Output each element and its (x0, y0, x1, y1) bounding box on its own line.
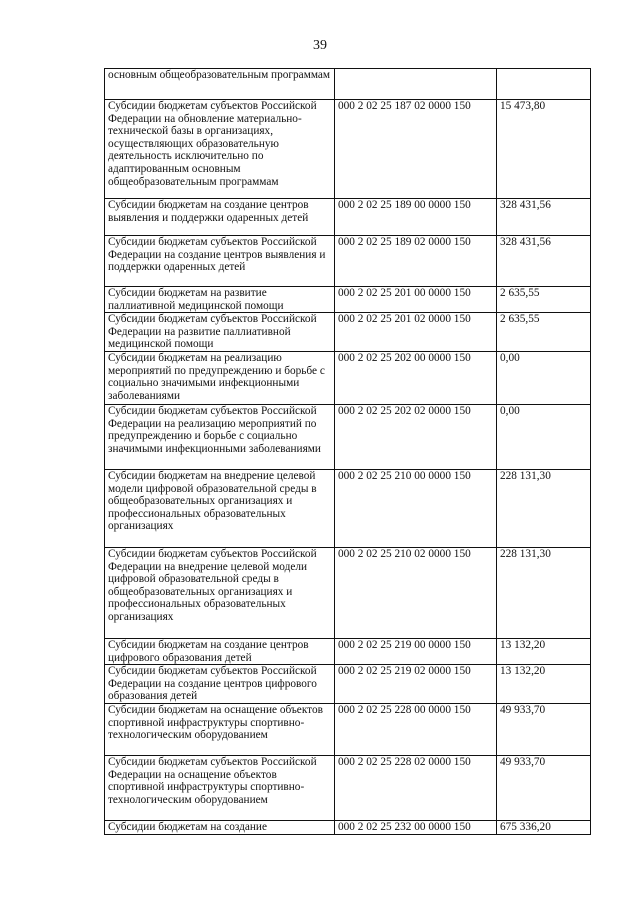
table-row (105, 638, 591, 664)
row-code-cell: 000 2 02 25 210 02 0000 150 (335, 547, 497, 638)
table-row (105, 100, 591, 199)
row-amount-cell: 49 933,70 (497, 703, 591, 755)
row-amount-cell: 15 473,80 (497, 100, 591, 199)
row-name-cell: основным общеобразовательным программам (105, 69, 335, 100)
row-amount-cell: 2 635,55 (497, 313, 591, 352)
row-code-cell (335, 69, 497, 100)
row-code-cell: 000 2 02 25 228 00 0000 150 (335, 703, 497, 755)
row-code-cell: 000 2 02 25 202 02 0000 150 (335, 404, 497, 469)
row-amount-cell: 328 431,56 (497, 236, 591, 287)
table-row (105, 199, 591, 236)
row-name-cell: Субсидии бюджетам субъектов Российской Федерации на оснащение объектов спортивной инфраструктуры спортивно-технологическим оборудованием (105, 755, 335, 820)
row-amount-cell: 2 635,55 (497, 287, 591, 313)
row-code-cell: 000 2 02 25 202 00 0000 150 (335, 351, 497, 404)
table-row (105, 469, 591, 547)
row-amount-cell (497, 69, 591, 100)
table-row (105, 547, 591, 638)
table-row (105, 404, 591, 469)
table-row (105, 703, 591, 755)
row-code-cell: 000 2 02 25 219 00 0000 150 (335, 638, 497, 664)
row-code-cell: 000 2 02 25 187 02 0000 150 (335, 100, 497, 199)
row-code-cell: 000 2 02 25 232 00 0000 150 (335, 820, 497, 834)
table-row (105, 820, 591, 834)
row-name-cell: Субсидии бюджетам субъектов Российской Федерации на создание центров выявления и поддержки одаренных детей (105, 236, 335, 287)
row-amount-cell: 49 933,70 (497, 755, 591, 820)
row-name-cell: Субсидии бюджетам на реализацию мероприятий по предупреждению и борьбе с социально значимыми инфекционными заболеваниями (105, 351, 335, 404)
table-row (105, 755, 591, 820)
table-row (105, 351, 591, 404)
row-name-cell: Субсидии бюджетам субъектов Российской Федерации на создание центров цифрового образования детей (105, 665, 335, 704)
table-row (105, 313, 591, 352)
row-name-cell: Субсидии бюджетам субъектов Российской Федерации на реализацию мероприятий по предупреждению и борьбе с социально значимыми инфекционными заболеваниями (105, 404, 335, 469)
row-name-cell: Субсидии бюджетам на создание центров выявления и поддержки одаренных детей (105, 199, 335, 236)
row-amount-cell: 13 132,20 (497, 665, 591, 704)
row-code-cell: 000 2 02 25 189 02 0000 150 (335, 236, 497, 287)
row-code-cell: 000 2 02 25 219 02 0000 150 (335, 665, 497, 704)
row-code-cell: 000 2 02 25 201 00 0000 150 (335, 287, 497, 313)
row-amount-cell: 0,00 (497, 351, 591, 404)
row-amount-cell: 13 132,20 (497, 638, 591, 664)
row-code-cell: 000 2 02 25 201 02 0000 150 (335, 313, 497, 352)
budget-table (104, 68, 591, 835)
row-code-cell: 000 2 02 25 189 00 0000 150 (335, 199, 497, 236)
row-code-cell: 000 2 02 25 228 02 0000 150 (335, 755, 497, 820)
row-name-cell: Субсидии бюджетам на оснащение объектов спортивной инфраструктуры спортивно-технологическим оборудованием (105, 703, 335, 755)
table-row (105, 287, 591, 313)
table-row (105, 69, 591, 100)
row-name-cell: Субсидии бюджетам субъектов Российской Федерации на обновление материально-технической базы в организациях, осуществляющих образовательную деятельность исключительно по адаптированным основным общеобразовательным программам (105, 100, 335, 199)
row-name-cell: Субсидии бюджетам на создание (105, 820, 335, 834)
row-amount-cell: 0,00 (497, 404, 591, 469)
row-code-cell: 000 2 02 25 210 00 0000 150 (335, 469, 497, 547)
row-name-cell: Субсидии бюджетам на внедрение целевой модели цифровой образовательной среды в общеобразовательных организациях и профессиональных образовательных организациях (105, 469, 335, 547)
row-amount-cell: 328 431,56 (497, 199, 591, 236)
row-name-cell: Субсидии бюджетам субъектов Российской Федерации на развитие паллиативной медицинской помощи (105, 313, 335, 352)
row-name-cell: Субсидии бюджетам на развитие паллиативной медицинской помощи (105, 287, 335, 313)
row-name-cell: Субсидии бюджетам субъектов Российской Федерации на внедрение целевой модели цифровой образовательной среды в общеобразовательных организациях и профессиональных образовательных организациях (105, 547, 335, 638)
row-amount-cell: 675 336,20 (497, 820, 591, 834)
table-row (105, 665, 591, 704)
row-amount-cell: 228 131,30 (497, 469, 591, 547)
row-name-cell: Субсидии бюджетам на создание центров цифрового образования детей (105, 638, 335, 664)
table-row (105, 236, 591, 287)
row-amount-cell: 228 131,30 (497, 547, 591, 638)
page-number: 39 (313, 38, 327, 53)
